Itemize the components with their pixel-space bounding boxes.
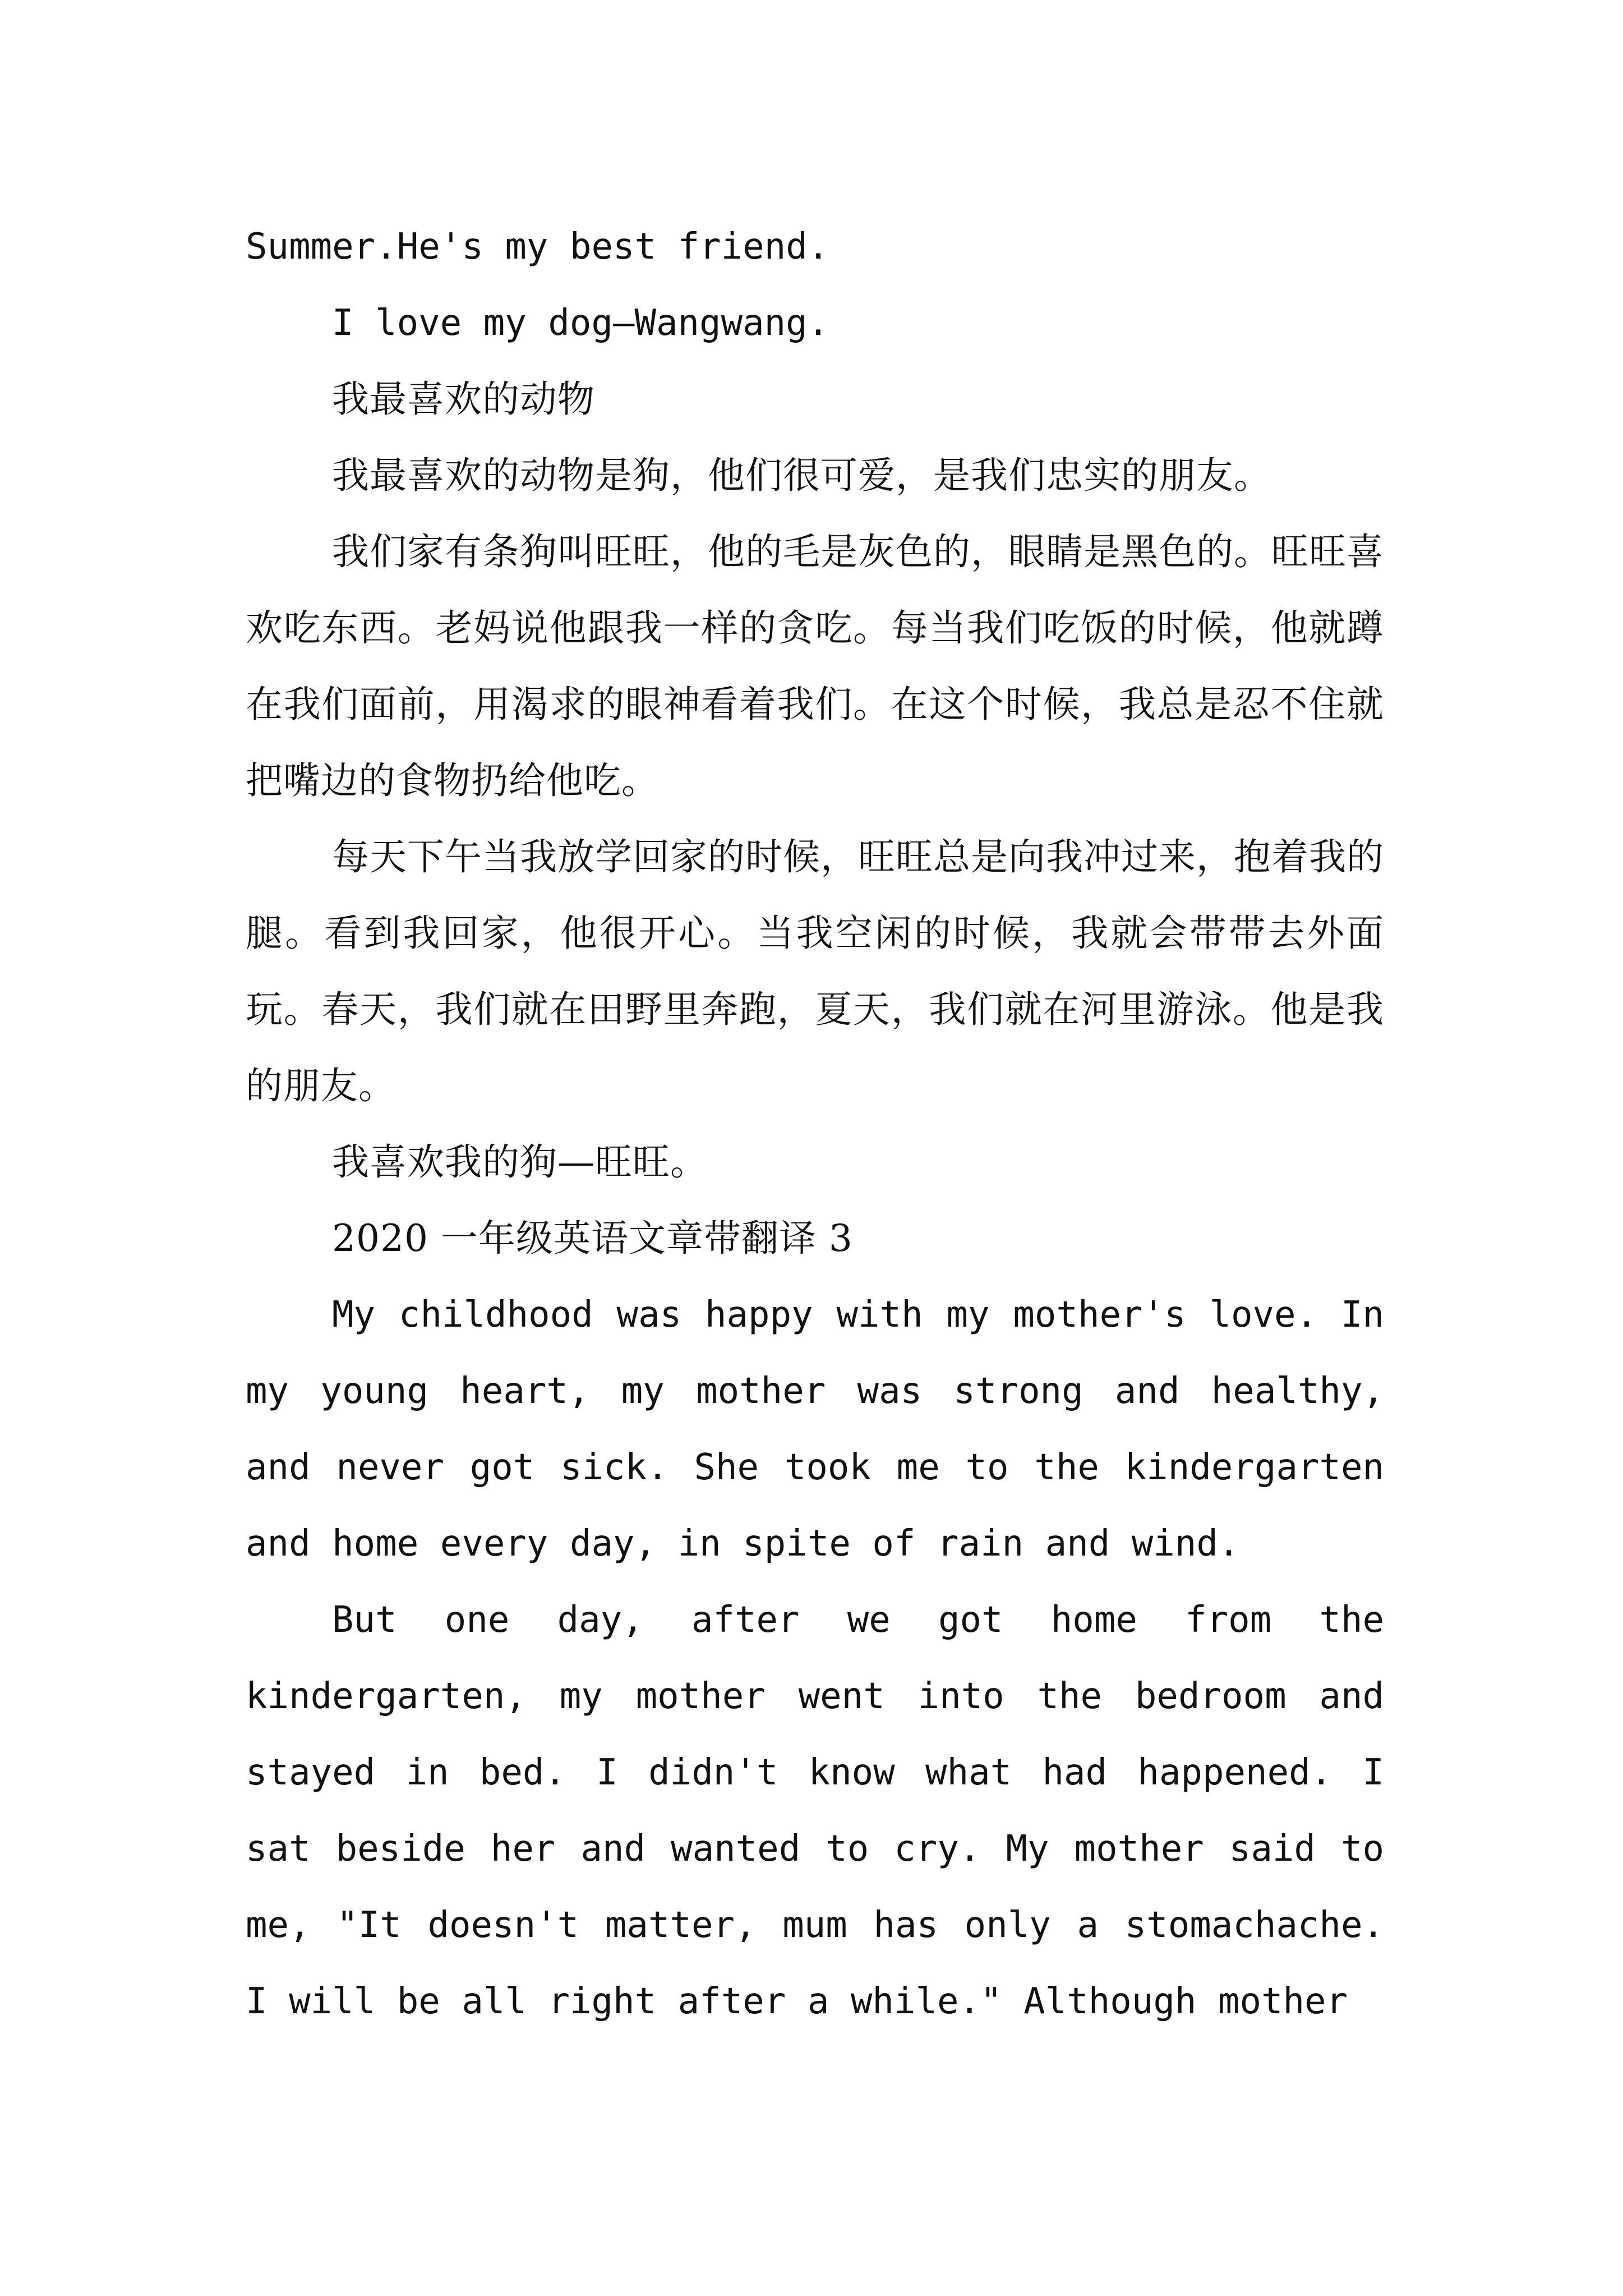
paragraph-wangwang-description: 我们家有条狗叫旺旺，他的毛是灰色的，眼睛是黑色的。旺旺喜欢吃东西。老妈说他跟我一样的贪吃。每当我们吃饭的时候，他就蹲在我们面前，用渴求的眼神看着我们。在这个时候，我总是忍不住就把嘴边的食物扔给他吃。 (246, 530, 1384, 802)
paragraph-after-school: 每天下午当我放学回家的时候，旺旺总是向我冲过来，抱着我的腿。看到我回家，他很开心。当我空闲的时候，我就会带带去外面玩。春天，我们就在田野里奔跑，夏天，我们就在河里游泳。他是我的朋友。 (246, 835, 1384, 1107)
section-title-article-3: 2020 一年级英语文章带翻译 3 (332, 1217, 853, 1260)
paragraph-mother-sick: But one day, after we got home from the kindergarten, my mother went into the bedroom and stayed in bed. I didn't know what had happened. I sat beside her and wanted to cry. My mother said to me, "It doesn't matter, mum has only a stomachache. I will be all right after a while." Although mother (246, 1599, 1384, 2022)
document-body (246, 209, 1384, 2040)
paragraph-summer-friend: Summer.He's my best friend. (246, 226, 829, 268)
paragraph-favorite-animal-title: 我最喜欢的动物 (332, 378, 595, 421)
paragraph-favorite-animal-intro: 我最喜欢的动物是狗，他们很可爱，是我们忠实的朋友。 (332, 454, 1271, 497)
paragraph-love-dog-chinese: 我喜欢我的狗—旺旺。 (332, 1140, 708, 1184)
paragraph-love-dog-english: I love my dog—Wangwang. (332, 302, 829, 344)
paragraph-childhood: My childhood was happy with my mother's love. In my young heart, my mother was strong and healthy, and never got sick. She took me to the kindergarten and home every day, in spite of rain and wind. (246, 1294, 1384, 1565)
